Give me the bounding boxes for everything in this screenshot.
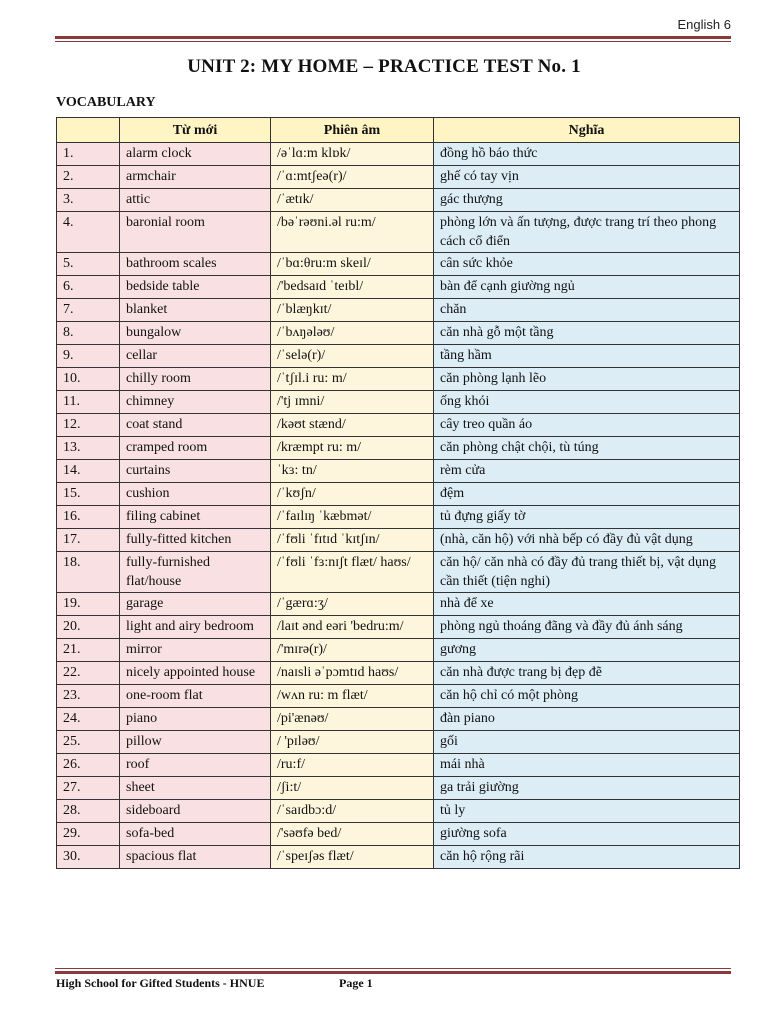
row-number: 9. xyxy=(57,345,120,368)
table-row xyxy=(57,731,740,754)
row-meaning: bàn để cạnh giường ngủ xyxy=(434,276,740,299)
table-row xyxy=(57,166,740,189)
row-meaning: căn hộ/ căn nhà có đầy đủ trang thiết bị, vật dụng cần thiết (tiện nghi) xyxy=(434,552,740,593)
table-row xyxy=(57,800,740,823)
row-number: 12. xyxy=(57,414,120,437)
row-number: 29. xyxy=(57,823,120,846)
row-ipa: /ˈɑ:mtʃeə(r)/ xyxy=(271,166,434,189)
row-ipa: /kəʊt stænd/ xyxy=(271,414,434,437)
row-meaning: cân sức khỏe xyxy=(434,253,740,276)
row-word: garage xyxy=(120,593,271,616)
row-ipa: /ˈfʊli ˈfɪtɪd ˈkɪtʃɪn/ xyxy=(271,529,434,552)
table-row xyxy=(57,437,740,460)
row-ipa: /ˈfaɪlɪŋ ˈkæbmət/ xyxy=(271,506,434,529)
row-meaning: căn nhà gỗ một tầng xyxy=(434,322,740,345)
table-row xyxy=(57,639,740,662)
row-ipa: /əˈlɑ:m klɒk/ xyxy=(271,143,434,166)
row-word: fully-fitted kitchen xyxy=(120,529,271,552)
row-meaning: gối xyxy=(434,731,740,754)
row-ipa: /ˈselə(r)/ xyxy=(271,345,434,368)
row-word: sideboard xyxy=(120,800,271,823)
table-row xyxy=(57,777,740,800)
footer-page-number: Page 1 xyxy=(339,976,373,990)
table-row xyxy=(57,685,740,708)
row-meaning: rèm cửa xyxy=(434,460,740,483)
footer-school: High School for Gifted Students - HNUE xyxy=(56,976,265,990)
row-word: chimney xyxy=(120,391,271,414)
row-number: 19. xyxy=(57,593,120,616)
row-ipa: /'tj ɪmni/ xyxy=(271,391,434,414)
row-number: 27. xyxy=(57,777,120,800)
row-number: 14. xyxy=(57,460,120,483)
row-word: coat stand xyxy=(120,414,271,437)
header-ipa: Phiên âm xyxy=(271,118,434,143)
row-meaning: ống khói xyxy=(434,391,740,414)
row-word: sofa-bed xyxy=(120,823,271,846)
row-word: sheet xyxy=(120,777,271,800)
row-meaning: tầng hầm xyxy=(434,345,740,368)
row-meaning: ga trải giường xyxy=(434,777,740,800)
row-meaning: phòng ngủ thoáng đãng và đầy đủ ánh sáng xyxy=(434,616,740,639)
table-row xyxy=(57,662,740,685)
row-ipa: /ˈspeɪʃəs flæt/ xyxy=(271,846,434,869)
row-number: 16. xyxy=(57,506,120,529)
row-meaning: đàn piano xyxy=(434,708,740,731)
row-meaning: (nhà, căn hộ) với nhà bếp có đầy đủ vật dụng xyxy=(434,529,740,552)
row-number: 6. xyxy=(57,276,120,299)
table-row xyxy=(57,299,740,322)
row-word: cushion xyxy=(120,483,271,506)
row-number: 28. xyxy=(57,800,120,823)
row-word: bedside table xyxy=(120,276,271,299)
table-row xyxy=(57,593,740,616)
row-meaning: ghế có tay vịn xyxy=(434,166,740,189)
row-meaning: căn hộ chỉ có một phòng xyxy=(434,685,740,708)
row-word: armchair xyxy=(120,166,271,189)
table-row xyxy=(57,276,740,299)
row-word: blanket xyxy=(120,299,271,322)
row-word: fully-furnished flat/house xyxy=(120,552,271,593)
row-ipa: /'bedsaɪd ˈteɪbl/ xyxy=(271,276,434,299)
row-word: filing cabinet xyxy=(120,506,271,529)
row-meaning: mái nhà xyxy=(434,754,740,777)
row-ipa: /ˈblæŋkɪt/ xyxy=(271,299,434,322)
table-row xyxy=(57,345,740,368)
row-word: baronial room xyxy=(120,212,271,253)
row-word: chilly room xyxy=(120,368,271,391)
header-rule-thick xyxy=(55,36,731,39)
row-meaning: gác thượng xyxy=(434,189,740,212)
row-ipa: /ˈkʊʃn/ xyxy=(271,483,434,506)
row-ipa: /ˈsaɪdbɔ:d/ xyxy=(271,800,434,823)
row-word: spacious flat xyxy=(120,846,271,869)
footer-rule-thin xyxy=(55,968,731,969)
table-row xyxy=(57,506,740,529)
table-header-row xyxy=(57,118,740,143)
row-meaning: phòng lớn và ấn tượng, được trang trí theo phong cách cổ điển xyxy=(434,212,740,253)
row-meaning: đồng hồ báo thức xyxy=(434,143,740,166)
row-meaning: chăn xyxy=(434,299,740,322)
row-ipa: /ˈtʃɪl.i ru: m/ xyxy=(271,368,434,391)
row-word: cramped room xyxy=(120,437,271,460)
row-word: bathroom scales xyxy=(120,253,271,276)
row-meaning: đệm xyxy=(434,483,740,506)
row-number: 13. xyxy=(57,437,120,460)
row-meaning: căn phòng chật chội, tù túng xyxy=(434,437,740,460)
row-number: 25. xyxy=(57,731,120,754)
table-row xyxy=(57,212,740,253)
row-number: 2. xyxy=(57,166,120,189)
row-ipa: /bəˈrəʊni.əl ru:m/ xyxy=(271,212,434,253)
row-meaning: căn hộ rộng rãi xyxy=(434,846,740,869)
footer-rule-thick xyxy=(55,971,731,974)
row-ipa: /ˈgærɑ:ʒ/ xyxy=(271,593,434,616)
row-ipa: ˈkɜ: tn/ xyxy=(271,460,434,483)
row-number: 30. xyxy=(57,846,120,869)
row-word: attic xyxy=(120,189,271,212)
row-meaning: tủ ly xyxy=(434,800,740,823)
row-number: 8. xyxy=(57,322,120,345)
row-word: roof xyxy=(120,754,271,777)
row-number: 24. xyxy=(57,708,120,731)
row-number: 18. xyxy=(57,552,120,593)
row-word: pillow xyxy=(120,731,271,754)
row-ipa: / 'pɪləʊ/ xyxy=(271,731,434,754)
row-word: cellar xyxy=(120,345,271,368)
row-ipa: /ˈbʌŋələʊ/ xyxy=(271,322,434,345)
vocabulary-table xyxy=(56,117,740,869)
row-ipa: /kræmpt ru: m/ xyxy=(271,437,434,460)
table-row xyxy=(57,391,740,414)
row-meaning: cây treo quần áo xyxy=(434,414,740,437)
row-number: 7. xyxy=(57,299,120,322)
row-number: 4. xyxy=(57,212,120,253)
row-ipa: /laɪt ənd eəri 'bedru:m/ xyxy=(271,616,434,639)
row-number: 17. xyxy=(57,529,120,552)
row-ipa: /'mɪrə(r)/ xyxy=(271,639,434,662)
row-ipa: /ˈfʊli ˈfɜ:nɪʃt flæt/ haʊs/ xyxy=(271,552,434,593)
row-number: 21. xyxy=(57,639,120,662)
table-row xyxy=(57,253,740,276)
table-row xyxy=(57,823,740,846)
course-label: English 6 xyxy=(677,17,731,32)
table-row xyxy=(57,846,740,869)
row-word: mirror xyxy=(120,639,271,662)
page-title: UNIT 2: MY HOME – PRACTICE TEST No. 1 xyxy=(187,56,581,77)
row-ipa: /'səʊfə bed/ xyxy=(271,823,434,846)
table-row xyxy=(57,552,740,593)
row-word: curtains xyxy=(120,460,271,483)
header-rule-thin xyxy=(55,41,731,42)
row-number: 20. xyxy=(57,616,120,639)
header-number xyxy=(57,118,120,143)
row-word: alarm clock xyxy=(120,143,271,166)
table-row xyxy=(57,708,740,731)
row-number: 10. xyxy=(57,368,120,391)
row-word: nicely appointed house xyxy=(120,662,271,685)
row-ipa: /ru:f/ xyxy=(271,754,434,777)
table-row xyxy=(57,460,740,483)
row-ipa: /wʌn ru: m flæt/ xyxy=(271,685,434,708)
table-row xyxy=(57,754,740,777)
row-meaning: tủ đựng giấy tờ xyxy=(434,506,740,529)
row-number: 11. xyxy=(57,391,120,414)
row-word: light and airy bedroom xyxy=(120,616,271,639)
row-meaning: giường sofa xyxy=(434,823,740,846)
row-ipa: /ʃi:t/ xyxy=(271,777,434,800)
row-ipa: /naɪsli əˈpɔmtɪd haʊs/ xyxy=(271,662,434,685)
table-row xyxy=(57,529,740,552)
row-number: 1. xyxy=(57,143,120,166)
table-row xyxy=(57,616,740,639)
row-word: bungalow xyxy=(120,322,271,345)
header-word: Từ mới xyxy=(120,118,271,143)
row-ipa: /pi'ænəʊ/ xyxy=(271,708,434,731)
row-number: 23. xyxy=(57,685,120,708)
row-meaning: nhà để xe xyxy=(434,593,740,616)
header-meaning: Nghĩa xyxy=(434,118,740,143)
row-ipa: /ˈbɑ:θru:m skeɪl/ xyxy=(271,253,434,276)
row-meaning: căn nhà được trang bị đẹp đẽ xyxy=(434,662,740,685)
vocabulary-rows xyxy=(57,143,740,869)
section-heading: VOCABULARY xyxy=(56,95,156,110)
row-ipa: /ˈætɪk/ xyxy=(271,189,434,212)
row-number: 26. xyxy=(57,754,120,777)
row-word: one-room flat xyxy=(120,685,271,708)
table-row xyxy=(57,483,740,506)
table-row xyxy=(57,143,740,166)
row-number: 5. xyxy=(57,253,120,276)
row-meaning: gương xyxy=(434,639,740,662)
row-number: 3. xyxy=(57,189,120,212)
table-row xyxy=(57,414,740,437)
row-number: 22. xyxy=(57,662,120,685)
table-row xyxy=(57,189,740,212)
row-meaning: căn phòng lạnh lẽo xyxy=(434,368,740,391)
table-row xyxy=(57,322,740,345)
row-number: 15. xyxy=(57,483,120,506)
row-word: piano xyxy=(120,708,271,731)
table-row xyxy=(57,368,740,391)
